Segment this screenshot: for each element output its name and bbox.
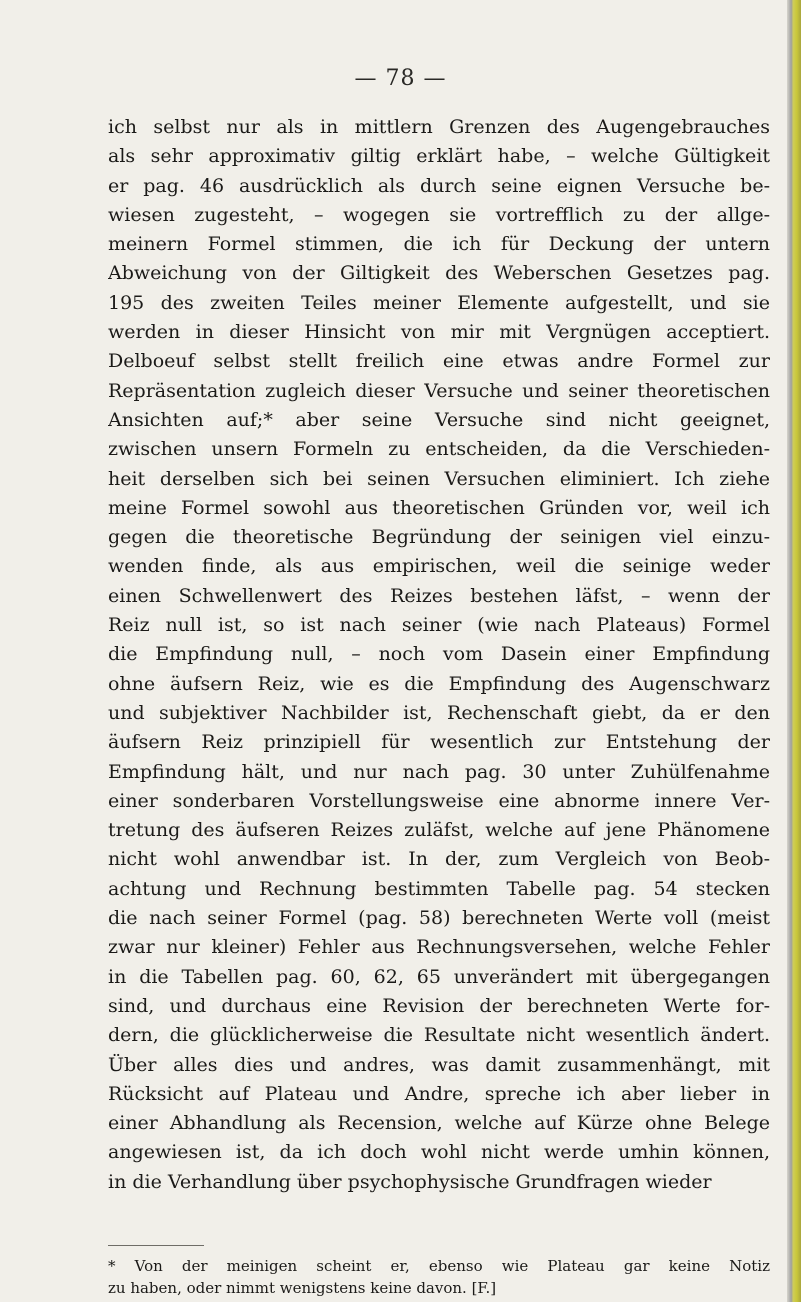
- text-line: Delboeuf selbst stellt freilich eine etwas andre Formel zur: [108, 350, 770, 373]
- text-line: Reiz null ist, so ist nach seiner (wie nach Plateaus) Formel: [108, 614, 770, 637]
- text-line: ich selbst nur als in mittlern Grenzen des Augengebrauches: [108, 116, 770, 138]
- text-line: einer Abhandlung als Recension, welche auf Kürze ohne Belege: [108, 1112, 770, 1135]
- text-line: Empfindung hält, und nur nach pag. 30 unter Zuhülfenahme: [108, 760, 770, 783]
- text-line: Abweichung von der Giltigkeit des Weberschen Gesetzes pag.: [108, 262, 770, 285]
- text-line: in die Verhandlung über psychophysische Grundfragen wieder: [108, 1170, 712, 1193]
- footnote-divider: [108, 1245, 204, 1246]
- text-line: wenden finde, als aus empirischen, weil die seinige weder: [108, 555, 770, 578]
- page-number: — 78 —: [354, 66, 447, 91]
- text-line: und subjektiver Nachbilder ist, Rechenschaft giebt, da er den: [108, 701, 770, 724]
- text-line: ohne äufsern Reiz, wie es die Empfindung des Augenschwarz: [108, 672, 770, 695]
- footnote: [108, 1255, 770, 1299]
- text-line: einer sonderbaren Vorstellungsweise eine abnorme innere Ver-: [108, 789, 770, 812]
- text-line: Ansichten auf;* aber seine Versuche sind nicht geeignet,: [108, 408, 770, 431]
- body-text: [108, 113, 770, 1197]
- text-line: meine Formel sowohl aus theoretischen Gründen vor, weil ich: [108, 496, 770, 519]
- text-line: werden in dieser Hinsicht von mir mit Vergnügen acceptiert.: [108, 321, 770, 344]
- text-line: er pag. 46 ausdrücklich als durch seine eignen Versuche be-: [108, 174, 770, 197]
- text-line: die Empfindung null, – noch vom Dasein einer Empfindung: [108, 643, 770, 666]
- text-line: gegen die theoretische Begründung der seinigen viel einzu-: [108, 526, 770, 549]
- text-line: angewiesen ist, da ich doch wohl nicht werde umhin können,: [108, 1141, 770, 1164]
- text-line: 195 des zweiten Teiles meiner Elemente aufgestellt, und sie: [108, 291, 770, 314]
- text-line: Über alles dies und andres, was damit zusammenhängt, mit: [108, 1053, 770, 1076]
- text-line: heit derselben sich bei seinen Versuchen eliminiert. Ich ziehe: [108, 467, 770, 490]
- text-line: zwischen unsern Formeln zu entscheiden, da die Verschieden-: [108, 438, 770, 461]
- text-line: wiesen zugesteht, – wogegen sie vortrefflich zu der allge-: [108, 203, 770, 226]
- text-line: Rücksicht auf Plateau und Andre, spreche ich aber lieber in: [108, 1082, 770, 1105]
- text-line: meinern Formel stimmen, die ich für Deckung der untern: [108, 233, 770, 256]
- text-line: nicht wohl anwendbar ist. In der, zum Vergleich von Beob-: [108, 848, 770, 871]
- text-line: einen Schwellenwert des Reizes bestehen läfst, – wenn der: [108, 584, 770, 607]
- footnote-line: * Von der meinigen scheint er, ebenso wie Plateau gar keine Notiz: [108, 1257, 770, 1275]
- text-line: zwar nur kleiner) Fehler aus Rechnungsversehen, welche Fehler: [108, 936, 770, 959]
- footnote-line: zu haben, oder nimmt wenigstens keine davon. [F.]: [108, 1279, 497, 1297]
- text-line: dern, die glücklicherweise die Resultate nicht wesentlich ändert.: [108, 1024, 770, 1047]
- text-line: sind, und durchaus eine Revision der berechneten Werte for-: [108, 994, 770, 1017]
- text-line: achtung und Rechnung bestimmten Tabelle pag. 54 stecken: [108, 877, 770, 900]
- text-line: äufsern Reiz prinzipiell für wesentlich zur Entstehung der: [108, 731, 770, 754]
- text-line: in die Tabellen pag. 60, 62, 65 unverändert mit übergegangen: [108, 965, 770, 988]
- text-line: die nach seiner Formel (pag. 58) berechneten Werte voll (meist: [108, 907, 770, 930]
- text-line: tretung des äufseren Reizes zuläfst, welche auf jene Phänomene: [108, 819, 770, 842]
- page-edge: [787, 0, 801, 1302]
- text-line: als sehr approximativ giltig erklärt habe, – welche Gültigkeit: [108, 145, 770, 168]
- text-line: Repräsentation zugleich dieser Versuche und seiner theoretischen: [108, 379, 770, 402]
